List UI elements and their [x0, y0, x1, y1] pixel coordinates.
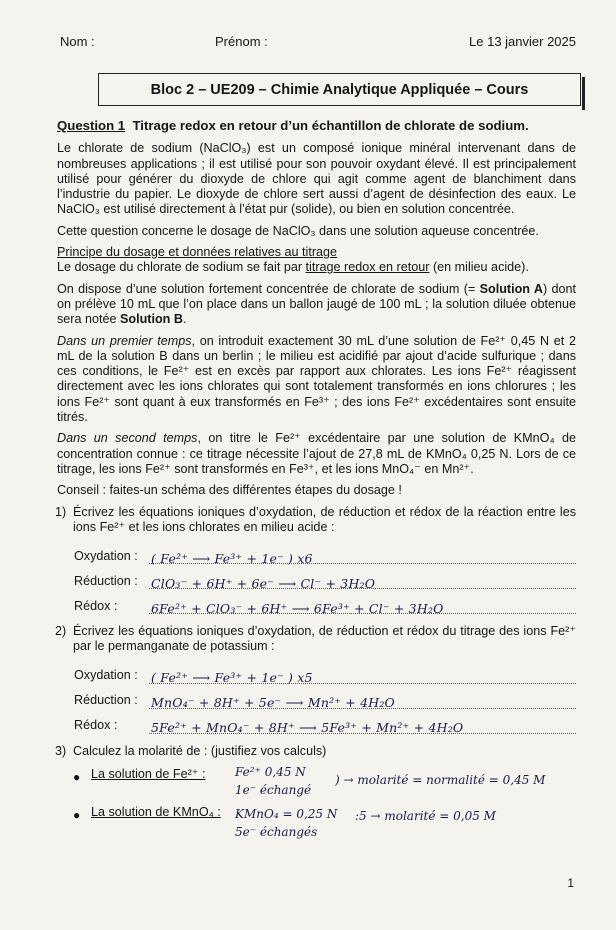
solution-a-bold: Solution A — [479, 281, 543, 296]
q1-redox-answer: 6Fe²⁺ + ClO₃⁻ + 6H⁺ ⟶ 6Fe³⁺ + Cl⁻ + 3H₂O — [151, 600, 444, 616]
question-1-1-number: 1) — [55, 504, 67, 519]
first-step-text: , on introduit exactement 30 mL d’une solution de Fe²⁺ 0,45 N et 2 mL de la solution B dans un berlin ; le milieu est acidifié par ajout d’acide sulfurique ; dans ces conditions, le Fe²⁺ est en excès par rapport aux chlorates. Les ions Fe²⁺ réagissent directement avec les ions chlorates qui sont totalement transformés en ions chlorures ; les ions Fe²⁺ sont quant à eux transformés en Fe³⁺ ; des ions Fe²⁺ excédentaires sont ensuite titrés. — [57, 333, 576, 425]
question-1-1 — [57, 505, 576, 536]
q2-redox-answer: 5Fe²⁺ + MnO₄⁻ + 8H⁺ ⟶ 5Fe³⁺ + Mn²⁺ + 4H₂O — [151, 720, 464, 736]
principle-text-b: (en milieu acide). — [429, 260, 529, 275]
q1-reduction-answer: ClO₃⁻ + 6H⁺ + 6e⁻ ⟶ Cl⁻ + 3H₂O — [151, 575, 376, 591]
q1-oxidation-answer-line — [149, 546, 576, 564]
kmno4-solution-label: La solution de KMnO₄ : — [91, 805, 221, 820]
question1-title: Titrage redox en retour d’un échantillon de chlorate de sodium. — [132, 118, 529, 133]
question-1-3-number: 3) — [55, 743, 67, 758]
question-1-1-text: Écrivez les équations ioniques d’oxydation, de réduction et rédox de la réaction entre les ions Fe²⁺ et les ions chlorates en milieu acide : — [73, 504, 576, 534]
q2-redox-label: Rédox : — [74, 718, 118, 733]
q2-oxidation-answer-line — [149, 666, 576, 684]
kmno4-solution-electrons: 5e⁻ échangés — [235, 825, 318, 840]
solution-text-a: On dispose d’une solution fortement concentrée de chlorate de sodium (= — [57, 281, 480, 296]
scope-paragraph: Cette question concerne le dosage de NaClO₃ dans une solution aqueuse concentrée. — [57, 223, 539, 238]
q1-reduction-row — [74, 564, 576, 589]
question-1-3 — [57, 744, 576, 759]
q1-redox-label: Rédox : — [74, 598, 118, 613]
q2-redox-answer-line — [149, 716, 576, 734]
second-step-text: , on titre le Fe²⁺ excédentaire par une solution de KMnO₄ de concentration connue : ce titrage nécessite l’ajout de 27,8 mL de KMnO₄ 0,25 N. Lors de ce titrage, les ions Fe²⁺ sont transformés en Fe³⁺, et les ions MnO₄⁻ en Mn²⁺. — [57, 431, 577, 476]
q1-reduction-answer-line — [149, 571, 576, 589]
page-number: 1 — [567, 876, 574, 890]
fe-solution-label: La solution de Fe²⁺ : — [91, 767, 206, 782]
q2-reduction-answer: MnO₄⁻ + 8H⁺ + 5e⁻ ⟶ Mn²⁺ + 4H₂O — [151, 695, 396, 711]
q2-redox-row — [74, 709, 576, 734]
principle-text-underlined: titrage redox en retour — [305, 260, 430, 275]
page-title: Bloc 2 – UE209 – Chimie Analytique Appliquée – Cours — [150, 81, 529, 98]
bullet-icon: ● — [73, 808, 81, 823]
prenom-label: Prénom : — [215, 34, 268, 49]
kmno4-solution-item — [75, 805, 576, 843]
fe-solution-normality: Fe²⁺ 0,45 N — [235, 765, 306, 780]
bullet-icon: ● — [73, 770, 81, 785]
q1-redox-answer-line — [149, 596, 576, 614]
kmno4-solution-normality: KMnO₄ = 0,25 N — [235, 807, 338, 822]
q2-reduction-answer-line — [149, 691, 576, 709]
q1-oxidation-label: Oxydation : — [74, 548, 138, 563]
q2-reduction-label: Réduction : — [74, 693, 138, 708]
q2-reduction-row — [74, 684, 576, 709]
solution-paragraph — [57, 282, 576, 328]
q2-oxidation-label: Oxydation : — [74, 668, 138, 683]
q1-redox-row — [74, 589, 576, 614]
content — [57, 118, 576, 843]
question-1-3-text: Calculez la molarité de : (justifiez vos calculs) — [73, 743, 327, 758]
conseil-paragraph: Conseil : faites-un schéma des différentes étapes du dosage ! — [57, 483, 402, 498]
fe-solution-electrons: 1e⁻ échangé — [235, 783, 312, 798]
q1-reduction-label: Réduction : — [74, 573, 138, 588]
principle-heading-text: Principe du dosage et données relatives au titrage — [57, 245, 338, 260]
q2-oxidation-row — [74, 659, 576, 684]
kmno4-solution-molarity: :5 → molarité = 0,05 M — [355, 809, 496, 824]
first-step-paragraph — [57, 334, 576, 426]
intro-paragraph: Le chlorate de sodium (NaClO₃) est un composé ionique minéral intervenant dans de nombreuses applications ; il est utilisé pour son pouvoir oxydant élevé. Il est principalement utilisé pour générer du dioxyde de chlore qui agit comme agent de blanchiment dans l’industrie du papier. Le dioxyde de chlore sert aussi d’agent de désinfection des eaux. Le NaClO₃ est utilisé directement à l’état pur (solide), ou bien en solution concentrée. — [57, 141, 576, 217]
question1-heading — [57, 118, 576, 133]
fe-solution-molarity: ) → molarité = normalité = 0,45 M — [335, 773, 546, 788]
nom-label: Nom : — [60, 34, 95, 49]
fe-solution-item — [75, 767, 576, 805]
question-1-2 — [57, 624, 576, 655]
second-step-paragraph — [57, 431, 576, 477]
second-step-italic: Dans un second temps — [57, 431, 198, 446]
question-1-2-text: Écrivez les équations ioniques d’oxydation, de réduction et rédox du titrage des ions Fe²⁺ par le permanganate de potassium : — [73, 624, 576, 654]
question1-label: Question 1 — [57, 118, 126, 133]
page-title-box — [98, 73, 581, 106]
solution-b-bold: Solution B — [120, 312, 183, 327]
principle-paragraph — [57, 260, 576, 275]
date-label: Le 13 janvier 2025 — [469, 34, 576, 49]
q1-oxidation-answer: ( Fe²⁺ ⟶ Fe³⁺ + 1e⁻ ) x6 — [151, 550, 313, 566]
principle-heading — [57, 245, 576, 260]
question-1-2-number: 2) — [55, 624, 67, 639]
first-step-italic: Dans un premier temps — [57, 333, 192, 348]
solution-text-c: . — [182, 312, 187, 327]
principle-text-a: Le dosage du chlorate de sodium se fait par — [57, 260, 306, 275]
q1-oxidation-row — [74, 539, 576, 564]
q2-oxidation-answer: ( Fe²⁺ ⟶ Fe³⁺ + 1e⁻ ) x5 — [151, 670, 313, 686]
solution-text-b: ) dont on prélève 10 mL que l’on place dans un ballon jaugé de 100 mL ; la solution diluée obtenue sera notée — [57, 281, 576, 327]
